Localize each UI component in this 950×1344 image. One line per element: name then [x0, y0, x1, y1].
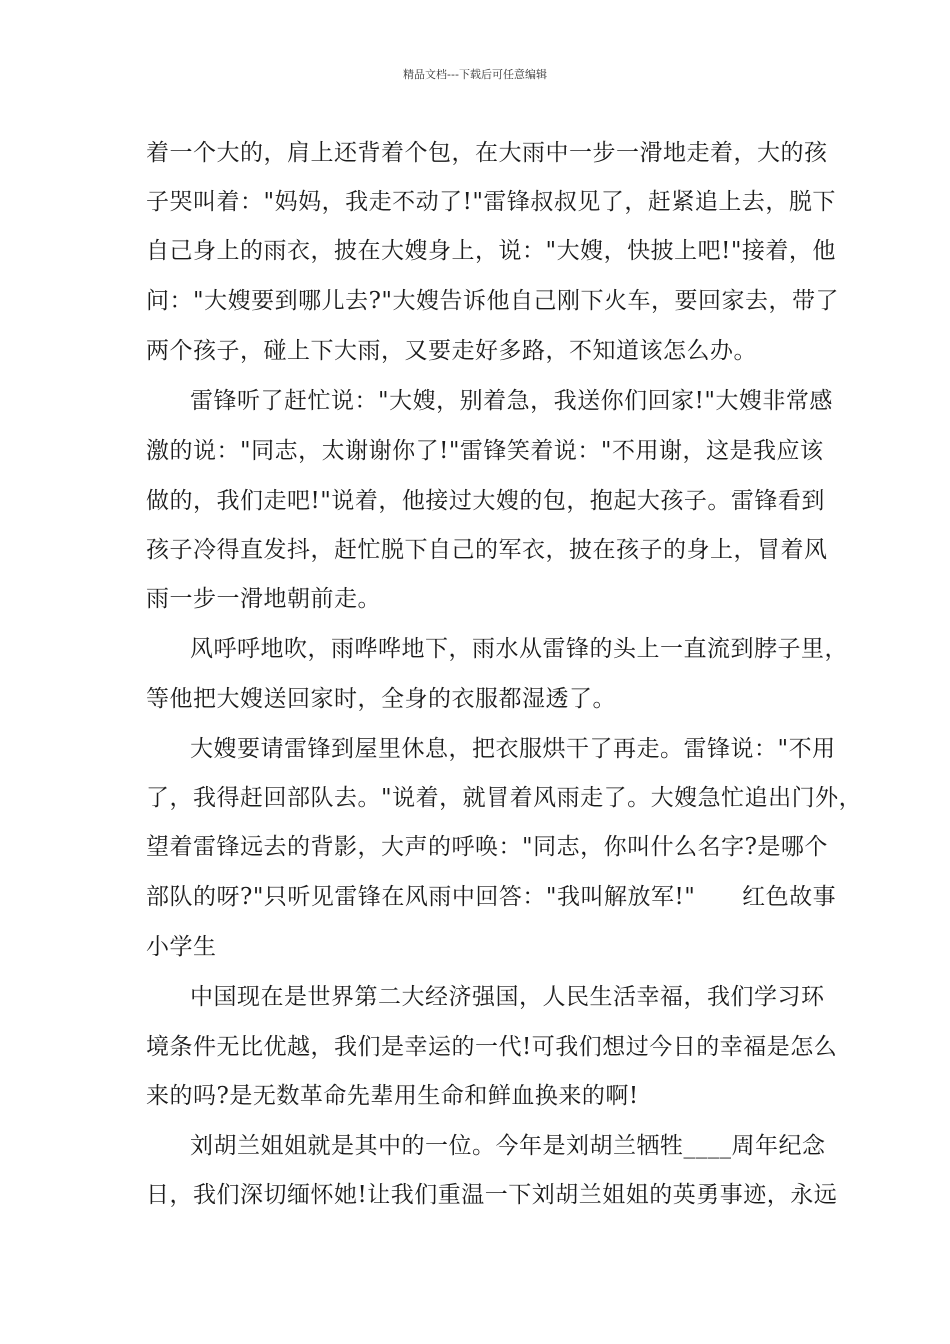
paragraph-start-line: 刘胡兰姐姐就是其中的一位。今年是刘胡兰牺牲____周年纪念 — [190, 1133, 826, 1159]
page-header: 精品文档---下载后可任意编辑 — [403, 68, 547, 81]
text-line: 两个孩子，碰上下大雨，又要走好多路，不知道该怎么办。 — [146, 338, 757, 364]
text-line: 等他把大嫂送回家时，全身的衣服都湿透了。 — [146, 686, 616, 712]
paragraph-start-line: 大嫂要请雷锋到屋里休息，把衣服烘干了再走。雷锋说："不用 — [190, 736, 836, 762]
text-line: 来的吗?是无数革命先辈用生命和鲜血换来的啊! — [146, 1083, 639, 1109]
text-line: 了，我得赶回部队去。"说着，就冒着风雨走了。大嫂急忙追出门外， — [146, 785, 863, 811]
text-line: 问："大嫂要到哪儿去?"大嫂告诉他自己刚下火车，要回家去，带了 — [146, 288, 839, 314]
text-line: 着一个大的，肩上还背着个包，在大雨中一步一滑地走着，大的孩 — [146, 140, 828, 166]
text-line: 日，我们深切缅怀她!让我们重温一下刘胡兰姐姐的英勇事迹，永远 — [146, 1182, 838, 1208]
text-line: 境条件无比优越，我们是幸运的一代!可我们想过今日的幸福是怎么 — [146, 1034, 838, 1060]
text-line: 部队的呀?"只听见雷锋在风雨中回答："我叫解放军!" 红色故事 — [146, 884, 837, 910]
paragraph-start-line: 雷锋听了赶忙说："大嫂，别着急，我送你们回家!"大嫂非常感 — [190, 388, 833, 414]
text-line: 小学生 — [146, 934, 217, 960]
text-line: 孩子冷得直发抖，赶忙脱下自己的军衣，披在孩子的身上，冒着风 — [146, 537, 828, 563]
text-line: 做的，我们走吧!"说着，他接过大嫂的包，抱起大孩子。雷锋看到 — [146, 488, 825, 514]
text-line: 望着雷锋远去的背影，大声的呼唤："同志，你叫什么名字?是哪个 — [146, 834, 828, 860]
text-line: 激的说："同志，太谢谢你了!"雷锋笑着说："不用谢，这是我应该 — [146, 438, 824, 464]
text-line: 雨一步一滑地朝前走。 — [146, 586, 381, 612]
paragraph-start-line: 风呼呼地吹，雨哗哗地下，雨水从雷锋的头上一直流到脖子里， — [190, 636, 848, 662]
paragraph-start-line: 中国现在是世界第二大经济强国，人民生活幸福，我们学习环 — [190, 984, 825, 1010]
text-line: 自己身上的雨衣，披在大嫂身上，说："大嫂，快披上吧!"接着，他 — [146, 238, 836, 264]
text-line: 子哭叫着："妈妈，我走不动了!"雷锋叔叔见了，赶紧追上去，脱下 — [146, 189, 836, 215]
